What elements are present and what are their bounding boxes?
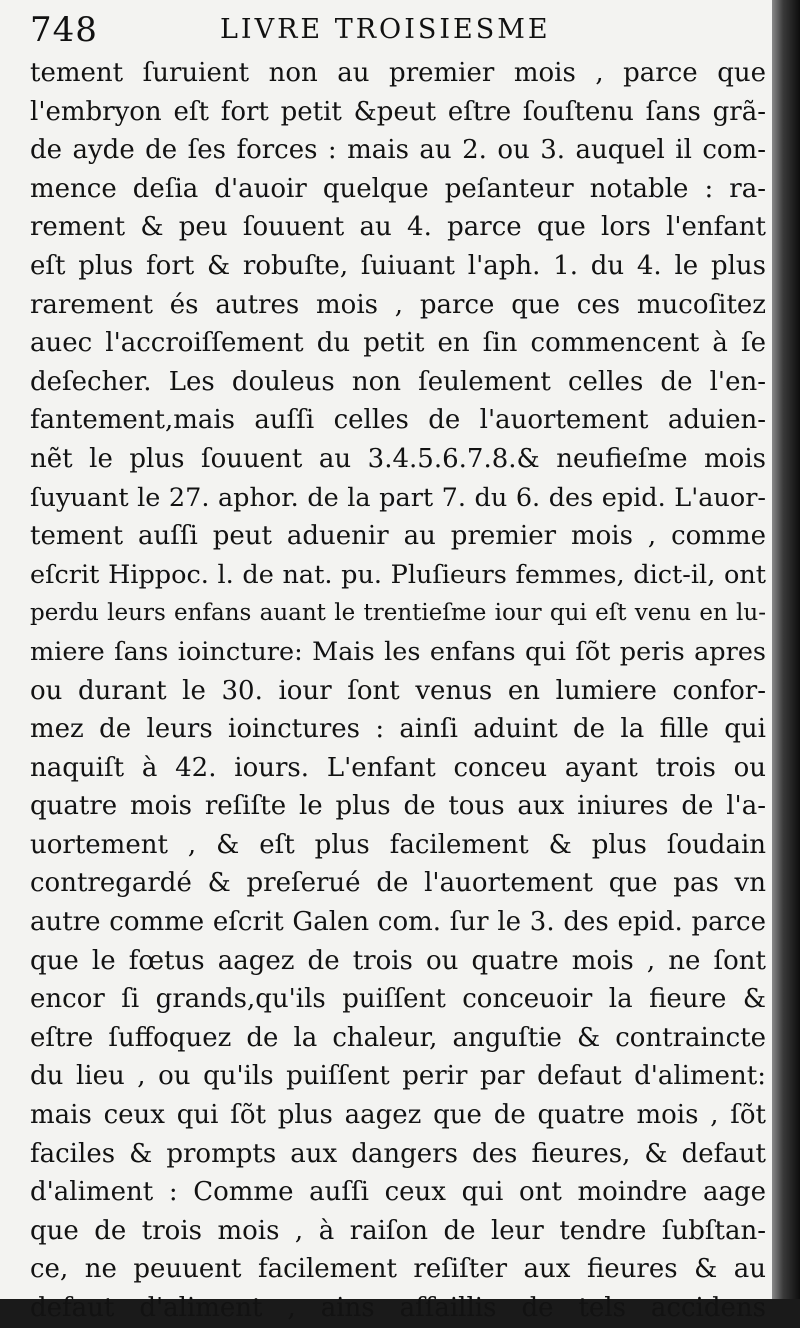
page-number: 748 — [30, 10, 98, 50]
text-line: que de trois mois , à raiſon de leur tendre ſubſtan- — [30, 1215, 766, 1246]
text-line: ſuyuant le 27. aphor. de la part 7. du 6. des epid. L'auor- — [30, 482, 766, 513]
text-line: rement & peu ſouuent au 4. parce que lors l'enfant — [30, 212, 766, 243]
text-line: eſtre ſuffoquez de la chaleur, anguſtie & contraincte — [30, 1022, 766, 1053]
text-line: quatre mois reſiſte le plus de tous aux iniures de l'a- — [30, 791, 766, 822]
text-line: deſecher. Les douleus non ſeulement celles de l'en- — [30, 366, 766, 397]
text-line: uortement , & eſt plus facilement & plus ſoudain — [30, 829, 766, 860]
text-line: auec l'accroiſſement du petit en ſin commencent à ſe — [30, 328, 766, 359]
text-line: eſt plus fort & robuſte, ſuiuant l'aph. 1. du 4. le plus — [30, 250, 766, 281]
text-line: encor ſi grands,qu'ils puiſſent conceuoir la fieure & — [30, 984, 766, 1015]
text-line: naquiſt à 42. iours. L'enfant conceu ayant trois ou — [30, 752, 766, 783]
text-line: rarement és autres mois , parce que ces mucoſitez — [30, 289, 766, 320]
text-line: tement ſuruient non au premier mois , parce que — [30, 58, 766, 88]
text-line: perdu leurs enfans auant le trentieſme iour qui eſt venu en lu- — [30, 600, 766, 627]
text-line: miere ſans ioincture: Mais les enfans qui ſõt peris apres — [30, 636, 766, 667]
running-head: LIVRE TROISIESME — [220, 14, 551, 45]
text-line: d'aliment : Comme auſſi ceux qui ont moindre aage — [30, 1177, 766, 1208]
text-line: ou durant le 30. iour ſont venus en lumiere confor- — [30, 675, 766, 706]
text-line: fantement,mais auſſi celles de l'auortement aduien- — [30, 405, 766, 436]
text-line: nẽt le plus ſouuent au 3.4.5.6.7.8.& neufieſme mois — [30, 443, 766, 474]
text-line: ce, ne peuuent facilement reſiſter aux fieures & au — [30, 1254, 766, 1285]
text-line: tement auſſi peut aduenir au premier mois , comme — [30, 521, 766, 552]
body-text — [30, 54, 766, 1328]
text-line: mais ceux qui ſõt plus aagez que de quatre mois , ſõt — [30, 1100, 766, 1131]
text-line: du lieu , ou qu'ils puiſſent perir par defaut d'aliment: — [30, 1061, 766, 1092]
text-line: mez de leurs ioinctures : ainſi aduint de la fille qui — [30, 714, 766, 745]
text-line: que le fœtus aagez de trois ou quatre mois , ne ſont — [30, 945, 766, 976]
text-line: contregardé & preſerué de l'auortement que pas vn — [30, 868, 766, 899]
page-gutter-shadow — [772, 0, 800, 1299]
text-line: mence deſia d'auoir quelque peſanteur notable : ra- — [30, 173, 766, 204]
text-line: eſcrit Hippoc. l. de nat. pu. Pluſieurs femmes, dict-il, ont — [30, 559, 766, 590]
text-line: defaut d'aliment , ains aſſaillis de tels accidens — [30, 1293, 766, 1323]
text-line: autre comme eſcrit Galen com. ſur le 3. des epid. parce — [30, 907, 766, 938]
text-line: de ayde de ſes forces : mais au 2. ou 3. auquel il com- — [30, 135, 766, 166]
page-header — [30, 10, 770, 56]
text-line: faciles & prompts aux dangers des fieures, & defaut — [30, 1138, 766, 1169]
text-line: l'embryon eſt fort petit &peut eſtre ſouſtenu ſans grã- — [30, 96, 766, 127]
